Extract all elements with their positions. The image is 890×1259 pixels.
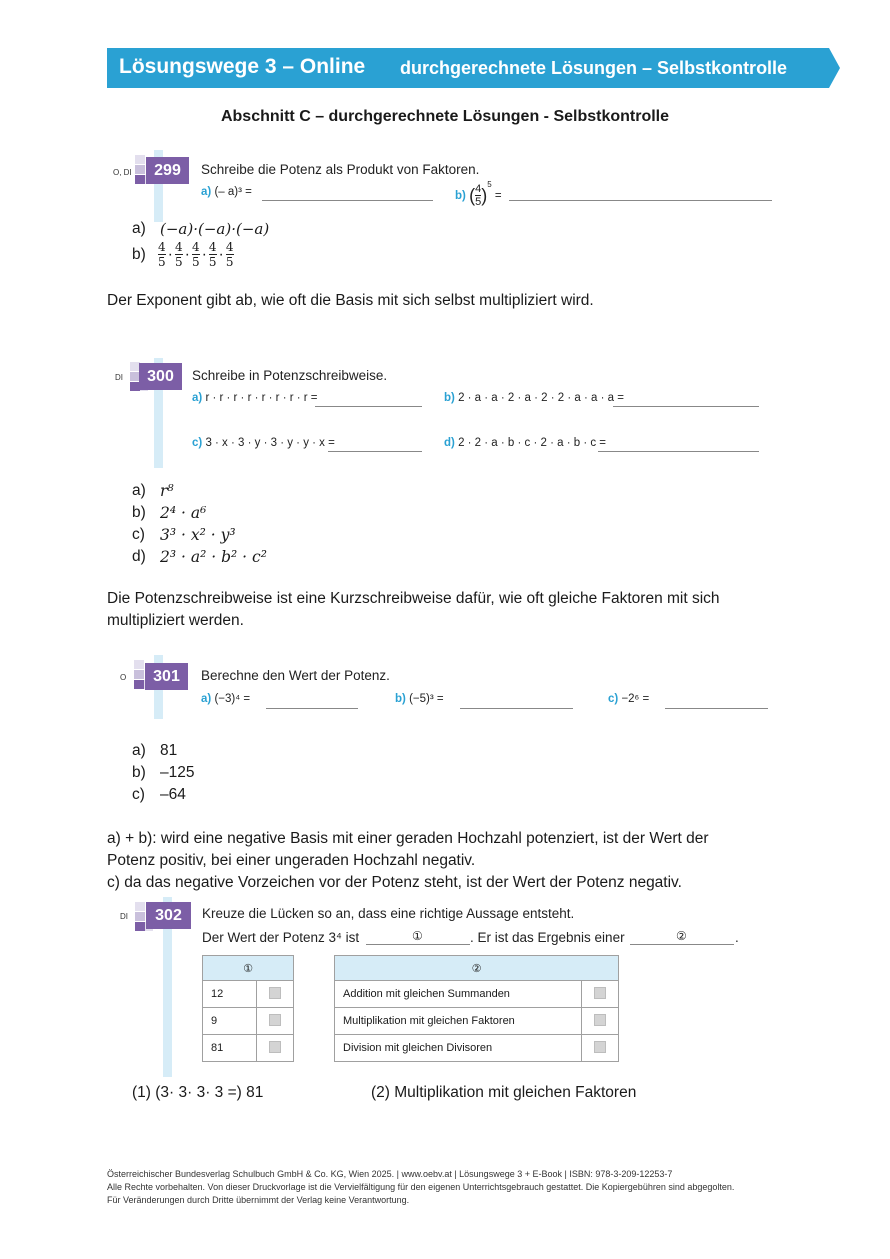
subtask-a: a) (−3)⁴ = [201, 693, 251, 705]
fraction: $\frac{4}{5}$ [191, 240, 200, 269]
answer-label: b) [132, 764, 146, 781]
answer-value: –64 [160, 786, 186, 803]
footer-line: Österreichischer Bundesverlag Schulbuch GmbH & Co. KG, Wien 2025. | www.oebv.at | Lösungswege 3 + E-Book | ISBN: 978-3-209-12253-7 [107, 1169, 673, 1179]
exercise-task: Schreibe die Potenz als Produkt von Faktoren. [201, 162, 480, 177]
fraction: $\frac{4}{5}$ [225, 240, 234, 269]
table-row: Addition mit gleichen Summanden [335, 981, 619, 1008]
subtask-b: b) (−5)³ = [395, 693, 444, 705]
table-header: ① [203, 956, 294, 981]
exercise-task: Berechne den Wert der Potenz. [201, 668, 390, 683]
decor-square [134, 680, 144, 689]
answer-line [328, 451, 422, 452]
checkbox[interactable] [269, 987, 281, 999]
choice-table-2 [334, 955, 619, 1062]
exercise-number: 302 [146, 902, 191, 929]
exercise-sentence-mid: . Er ist das Ergebnis einer [470, 930, 625, 945]
decor-square [134, 660, 144, 669]
exercise-sentence-end: . [735, 930, 739, 945]
answer-label: b) [132, 504, 146, 521]
header-banner [107, 48, 840, 88]
subtask-c: c) 3 · x · 3 · y · 3 · y · y · x = [192, 437, 335, 449]
decor-square [135, 155, 145, 164]
exercise-task: Kreuze die Lücken so an, dass eine richtige Aussage entsteht. [202, 906, 575, 921]
exercise-number: 300 [139, 363, 182, 390]
answer-value: (−a)·(−a)·(−a) [160, 220, 270, 238]
gap-marker: ② [676, 929, 687, 943]
page-title: Abschnitt C – durchgerechnete Lösungen - Selbstkontrolle [220, 108, 670, 125]
footer-line: Alle Rechte vorbehalten. Von dieser Druckvorlage ist die Vervielfältigung für den eigenen Unterrichtsgebrauch gestattet. Die Kopiergebühren sind abgegolten. [107, 1182, 735, 1192]
answer-1: (1) (3· 3· 3· 3 =) 81 [132, 1084, 264, 1101]
subtask-expr: = [494, 190, 502, 202]
table-row: Multiplikation mit gleichen Faktoren [335, 1008, 619, 1035]
answer-label: a) [132, 482, 146, 499]
checkbox[interactable] [594, 1014, 606, 1026]
multiply-dot: · [218, 245, 224, 263]
subtask-b: b) ( $\frac{4}{5}$ )$^5$ = [455, 180, 502, 209]
exercise-sentence-start: Der Wert der Potenz 3⁴ ist [202, 930, 360, 945]
answer-value: –125 [160, 764, 195, 781]
exercise-task: Schreibe in Potenzschreibweise. [192, 368, 388, 383]
answer-line [262, 200, 433, 201]
exercise-note-line: c) da das negative Vorzeichen vor der Potenz steht, ist der Wert der Potenz negativ. [107, 874, 682, 891]
answer-label: a) [132, 220, 146, 237]
exercise-number: 301 [145, 663, 188, 690]
decor-square [135, 165, 145, 174]
checkbox[interactable] [269, 1041, 281, 1053]
answer-line [366, 944, 470, 945]
subtask-a: a) r · r · r · r · r · r · r · r = [192, 392, 318, 404]
answer-fraction-product [158, 240, 234, 269]
fraction: $\frac{4}{5}$ [475, 183, 482, 209]
subtask-a [201, 186, 252, 198]
subtask-label: b) [455, 190, 466, 202]
exercise-tag: DI [115, 373, 123, 382]
exercise-tag: O, DI [113, 168, 132, 177]
answer-line [598, 451, 759, 452]
exercise-note: Die Potenzschreibweise ist eine Kurzschreibweise dafür, wie oft gleiche Faktoren mit sich multipliziert werden. [107, 590, 720, 629]
footer [107, 1168, 734, 1207]
decor-square [135, 922, 145, 931]
answer-line [630, 944, 734, 945]
answer-line [266, 708, 358, 709]
answer-value: 3³ · x² · y³ [160, 526, 236, 544]
fraction: $\frac{4}{5}$ [158, 240, 166, 269]
answer-value: r⁸ [160, 482, 174, 500]
table-row: Division mit gleichen Divisoren [335, 1035, 619, 1062]
checkbox[interactable] [594, 1041, 606, 1053]
decor-square [135, 902, 145, 911]
exercise-note-line: a) + b): wird eine negative Basis mit einer geraden Hochzahl potenziert, ist der Wert der [107, 830, 709, 847]
multiply-dot: · [167, 245, 173, 263]
answer-label: c) [132, 526, 145, 543]
fraction: $\frac{4}{5}$ [208, 240, 217, 269]
subtask-d: d) 2 · 2 · a · b · c · 2 · a · b · c = [444, 437, 607, 449]
decor-square [135, 912, 145, 921]
answer-label: b) [132, 246, 146, 263]
exercise-number: 299 [146, 157, 189, 184]
answer-label: d) [132, 548, 146, 565]
multiply-dot: · [184, 245, 190, 263]
subtask-label: a) [201, 186, 212, 198]
answer-line [460, 708, 573, 709]
checkbox[interactable] [269, 1014, 281, 1026]
exercise-note: Der Exponent gibt ab, wie oft die Basis mit sich selbst multipliziert wird. [107, 292, 594, 309]
answer-line [509, 200, 772, 201]
answer-label: c) [132, 786, 145, 803]
answer-value: 2⁴ · a⁶ [160, 504, 207, 522]
banner-subtitle: durchgerechnete Lösungen – Selbstkontrolle [400, 58, 788, 78]
answer-value: 2³ · a² · b² · c² [160, 548, 267, 566]
subtask-b: b) 2 · a · a · 2 · a · 2 · 2 · a · a · a = [444, 392, 624, 404]
answer-value: 81 [160, 742, 178, 759]
exercise-note-line: Potenz positiv, bei einer ungeraden Hochzahl negativ. [107, 852, 476, 869]
subtask-expr: (– a)³ = [214, 186, 252, 198]
gap-marker: ① [412, 929, 423, 943]
checkbox[interactable] [594, 987, 606, 999]
table-row: 81 [203, 1035, 294, 1062]
banner-title: Lösungswege 3 – Online [119, 55, 366, 78]
answer-line [613, 406, 759, 407]
decor-square [134, 670, 144, 679]
answer-label: a) [132, 742, 146, 759]
choice-table-1 [202, 955, 294, 1062]
exercise-tag: O [120, 673, 127, 682]
answer-line [315, 406, 422, 407]
answer-2: (2) Multiplikation mit gleichen Faktoren [371, 1084, 637, 1101]
table-row: 9 [203, 1008, 294, 1035]
decor-square [135, 175, 145, 184]
footer-line: Für Veränderungen durch Dritte übernimmt der Verlag keine Verantwortung. [107, 1195, 410, 1205]
exercise-tag: DI [120, 912, 128, 921]
fraction: $\frac{4}{5}$ [174, 240, 183, 269]
table-header: ② [335, 956, 619, 981]
subtask-c: c) −2⁶ = [608, 693, 650, 705]
multiply-dot: · [201, 245, 207, 263]
table-row: 12 [203, 981, 294, 1008]
answer-line [665, 708, 768, 709]
